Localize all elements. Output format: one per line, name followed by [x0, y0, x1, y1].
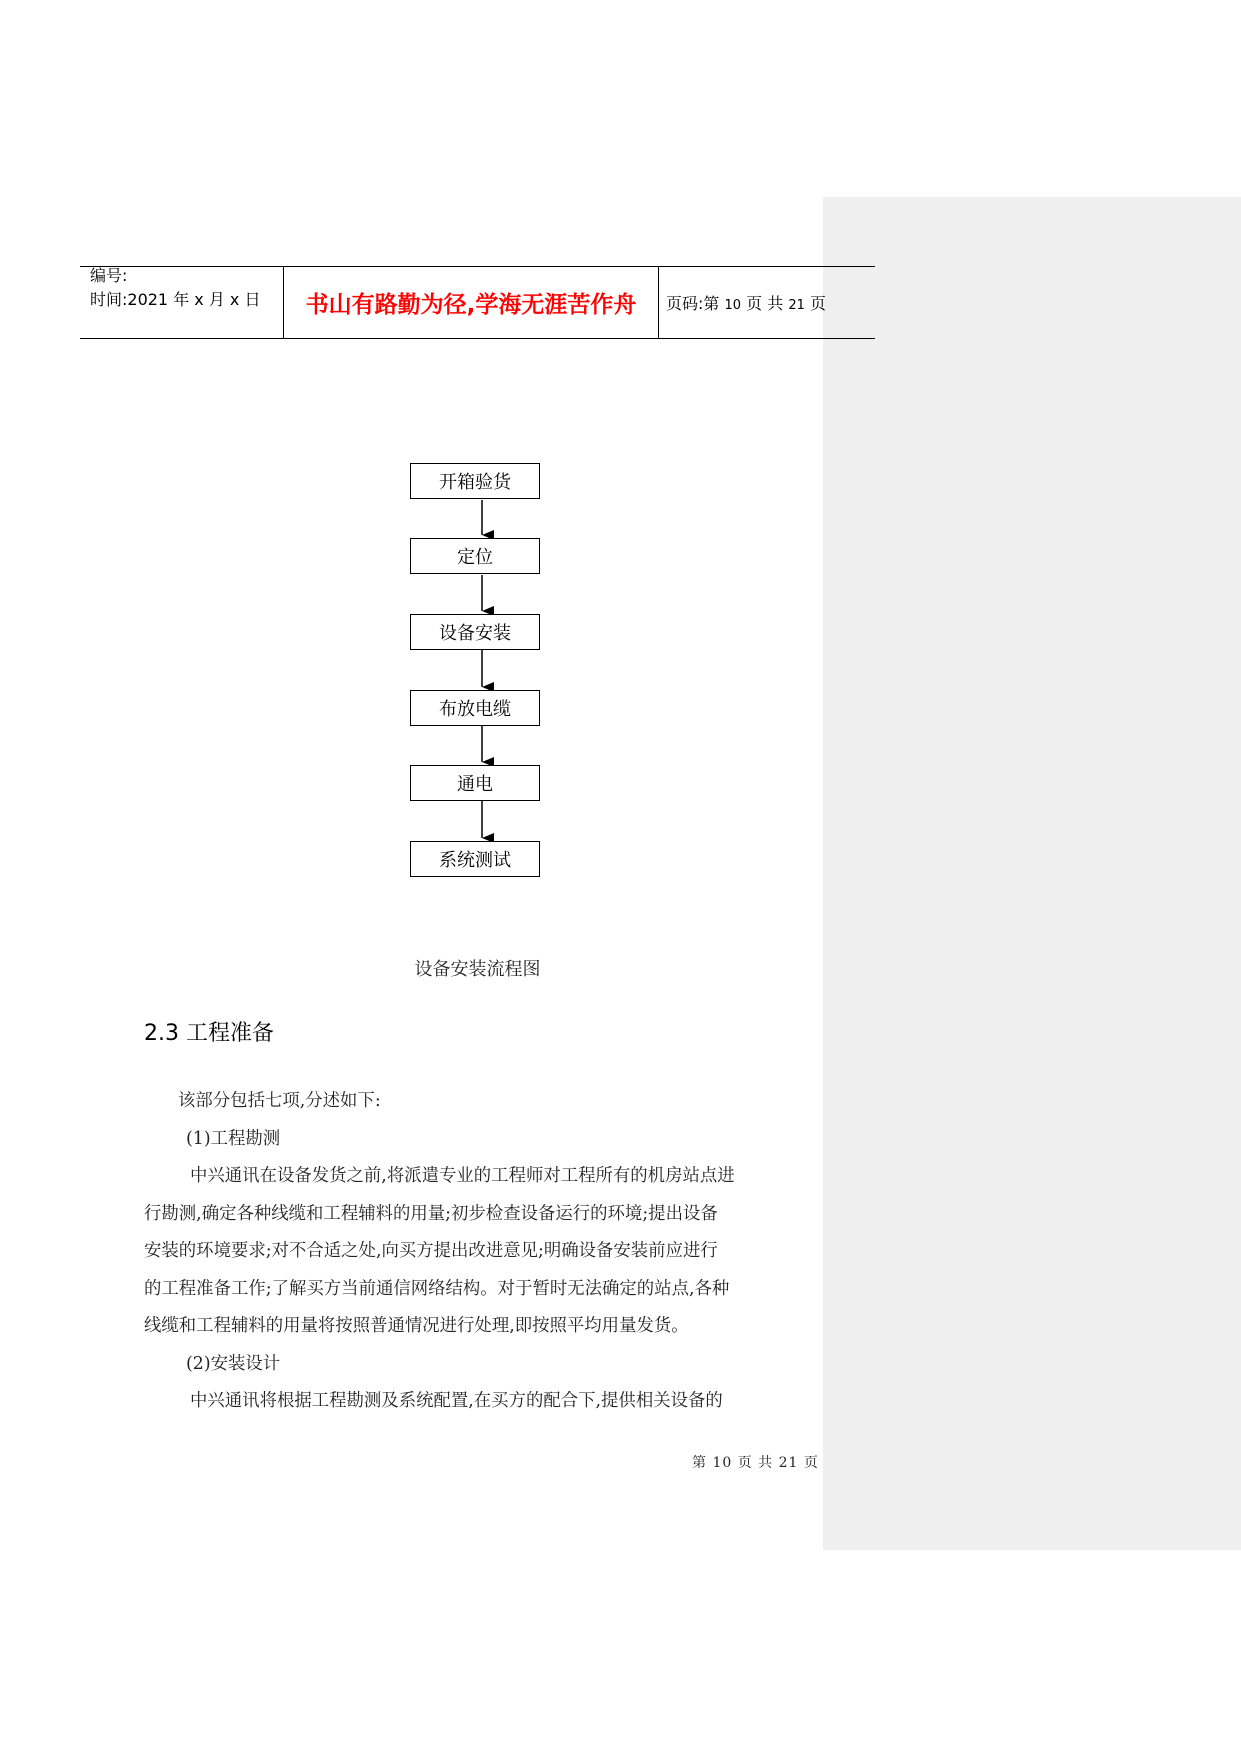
item1-line: 安装的环境要求;对不合适之处,向买方提出改进意见;明确设备安装前应进行	[144, 1241, 718, 1261]
header-page-indicator	[666, 291, 826, 314]
item1-line: 行勘测,确定各种线缆和工程辅料的用量;初步检查设备运行的环境;提出设备	[144, 1204, 718, 1224]
flow-step-install: 设备安装	[410, 614, 540, 650]
flow-step-test: 系统测试	[410, 841, 540, 877]
item1-line: 的工程准备工作;了解买方当前通信网络结构。对于暂时无法确定的站点,各种	[144, 1279, 730, 1299]
doc-time-label: 时间:2021 年 x 月 x 日	[90, 290, 261, 309]
doc-number-label: 编号:	[90, 266, 128, 285]
header-motto: 书山有路勤为径,学海无涯苦作舟	[305, 292, 637, 318]
header-divider-right	[658, 266, 659, 338]
page-prefix: 页码:第	[666, 294, 720, 313]
flow-step-power-on: 通电	[410, 765, 540, 801]
item1-line: 线缆和工程辅料的用量将按照普通情况进行处理,即按照平均用量发货。	[144, 1316, 689, 1336]
header-bottom-rule	[80, 338, 875, 339]
comment-pane	[823, 197, 1241, 1550]
page-suffix: 页	[809, 294, 826, 313]
page-total: 21	[788, 298, 805, 313]
flow-step-cabling: 布放电缆	[410, 690, 540, 726]
page-mid: 页 共	[746, 294, 784, 313]
page-current: 10	[724, 298, 742, 313]
intro-paragraph: 该部分包括七项,分述如下:	[178, 1091, 381, 1111]
flow-step-position: 定位	[410, 538, 540, 574]
header-info	[90, 265, 260, 311]
item2-heading: (2)安装设计	[186, 1354, 281, 1374]
page-footer: 第 10 页 共 21 页	[692, 1455, 819, 1471]
item1-heading: (1)工程勘测	[186, 1129, 281, 1149]
flowchart-caption: 设备安装流程图	[414, 959, 541, 980]
item1-line: 中兴通讯在设备发货之前,将派遣专业的工程师对工程所有的机房站点进	[190, 1166, 735, 1186]
section-heading: 2.3 工程准备	[144, 1021, 274, 1046]
flow-step-unpack: 开箱验货	[410, 463, 540, 499]
item2-line: 中兴通讯将根据工程勘测及系统配置,在买方的配合下,提供相关设备的	[190, 1391, 723, 1411]
